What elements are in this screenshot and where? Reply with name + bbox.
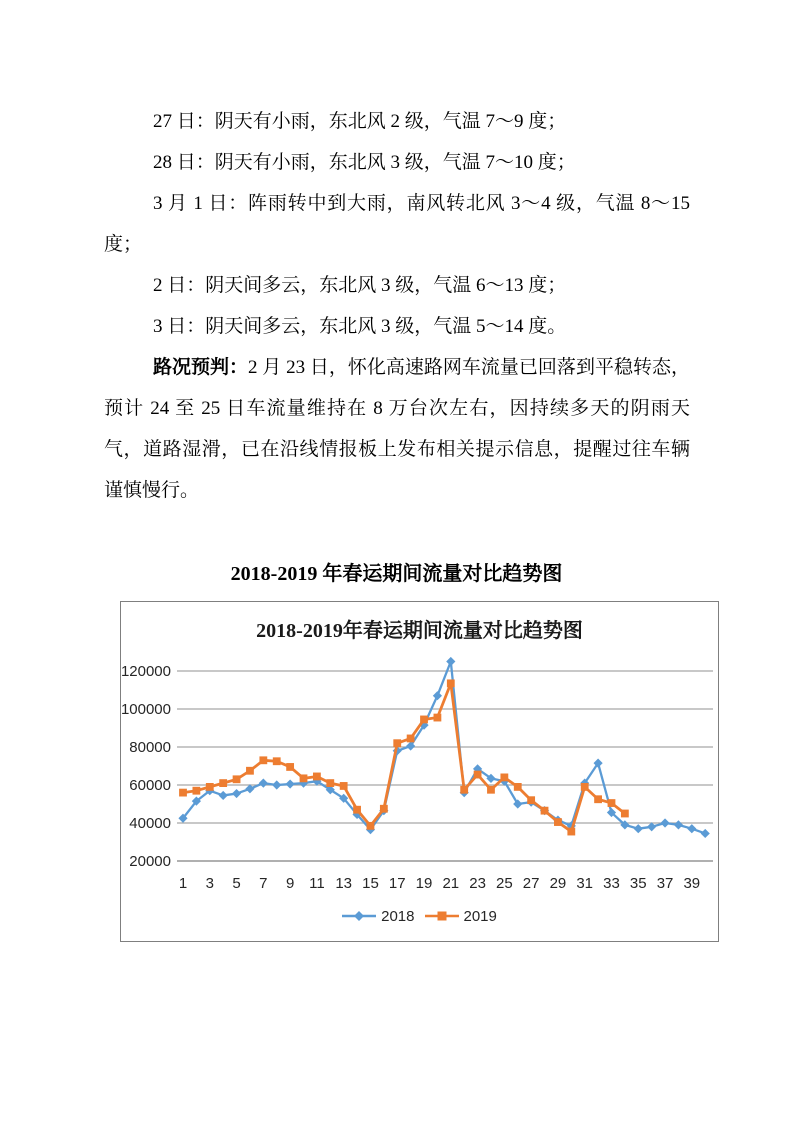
svg-text:9: 9 xyxy=(285,875,295,892)
chart-legend xyxy=(121,905,718,927)
series-2019-marker-icon xyxy=(425,910,459,922)
road-prediction-paragraph xyxy=(104,347,690,511)
svg-text:7: 7 xyxy=(259,875,268,892)
forecast-line-5: 3 日：阴天间多云，东北风 3 级，气温 5～14 度。 xyxy=(153,316,567,337)
chart-title: 2018-2019年春运期间流量对比趋势图 xyxy=(256,620,583,642)
weather-forecast-section xyxy=(104,101,690,511)
svg-text:3: 3 xyxy=(205,875,214,892)
svg-text:39: 39 xyxy=(683,875,701,892)
road-prediction-text: 2 月 23 日，怀化高速路网车流量已回落到平稳转态，预计 24 至 25 日车流量维持在 8 万台次左右，因持续多天的阴雨天气，道路湿滑，已在沿线情报板上发布相关提示信息，提醒过往车辆谨慎慢行。 xyxy=(104,357,690,501)
forecast-line-2: 28 日：阴天有小雨，东北风 3 级，气温 7～10 度； xyxy=(153,152,576,173)
legend-item-2019 xyxy=(425,908,497,925)
svg-text:33: 33 xyxy=(603,875,620,892)
svg-text:27: 27 xyxy=(522,875,540,892)
svg-text:120000: 120000 xyxy=(121,663,171,680)
svg-text:60000: 60000 xyxy=(129,777,171,794)
svg-text:11: 11 xyxy=(309,875,325,892)
legend-label-2018: 2018 xyxy=(381,907,415,925)
svg-text:5: 5 xyxy=(232,875,241,892)
svg-text:80000: 80000 xyxy=(129,739,171,756)
forecast-line-4: 2 日：阴天间多云，东北风 3 级，气温 6～13 度； xyxy=(153,275,567,296)
line-chart-plot xyxy=(121,602,720,943)
svg-text:100000: 100000 xyxy=(121,701,171,718)
svg-text:40000: 40000 xyxy=(129,815,171,832)
svg-text:37: 37 xyxy=(656,875,674,892)
svg-text:17: 17 xyxy=(388,875,406,892)
svg-text:21: 21 xyxy=(442,875,460,892)
svg-text:19: 19 xyxy=(415,875,433,892)
chart-caption: 2018-2019 年春运期间流量对比趋势图 xyxy=(230,563,563,585)
svg-text:29: 29 xyxy=(549,875,567,892)
svg-text:23: 23 xyxy=(469,875,486,892)
svg-text:31: 31 xyxy=(576,875,594,892)
svg-text:25: 25 xyxy=(496,875,513,892)
svg-text:35: 35 xyxy=(629,875,647,892)
road-prediction-label: 路况预判： xyxy=(153,357,249,378)
chart-frame xyxy=(120,601,719,942)
svg-text:20000: 20000 xyxy=(129,853,171,870)
legend-item-2018 xyxy=(342,908,414,925)
svg-text:1: 1 xyxy=(178,875,188,892)
forecast-line-1: 27 日：阴天有小雨，东北风 2 级，气温 7～9 度； xyxy=(153,111,567,132)
svg-text:15: 15 xyxy=(362,875,379,892)
series-2018-marker-icon xyxy=(342,910,376,922)
svg-text:13: 13 xyxy=(335,875,353,892)
legend-label-2019: 2019 xyxy=(463,907,497,925)
forecast-line-3: 3 月 1 日：阵雨转中到大雨，南风转北风 3～4 级，气温 8～15 度； xyxy=(104,193,690,255)
